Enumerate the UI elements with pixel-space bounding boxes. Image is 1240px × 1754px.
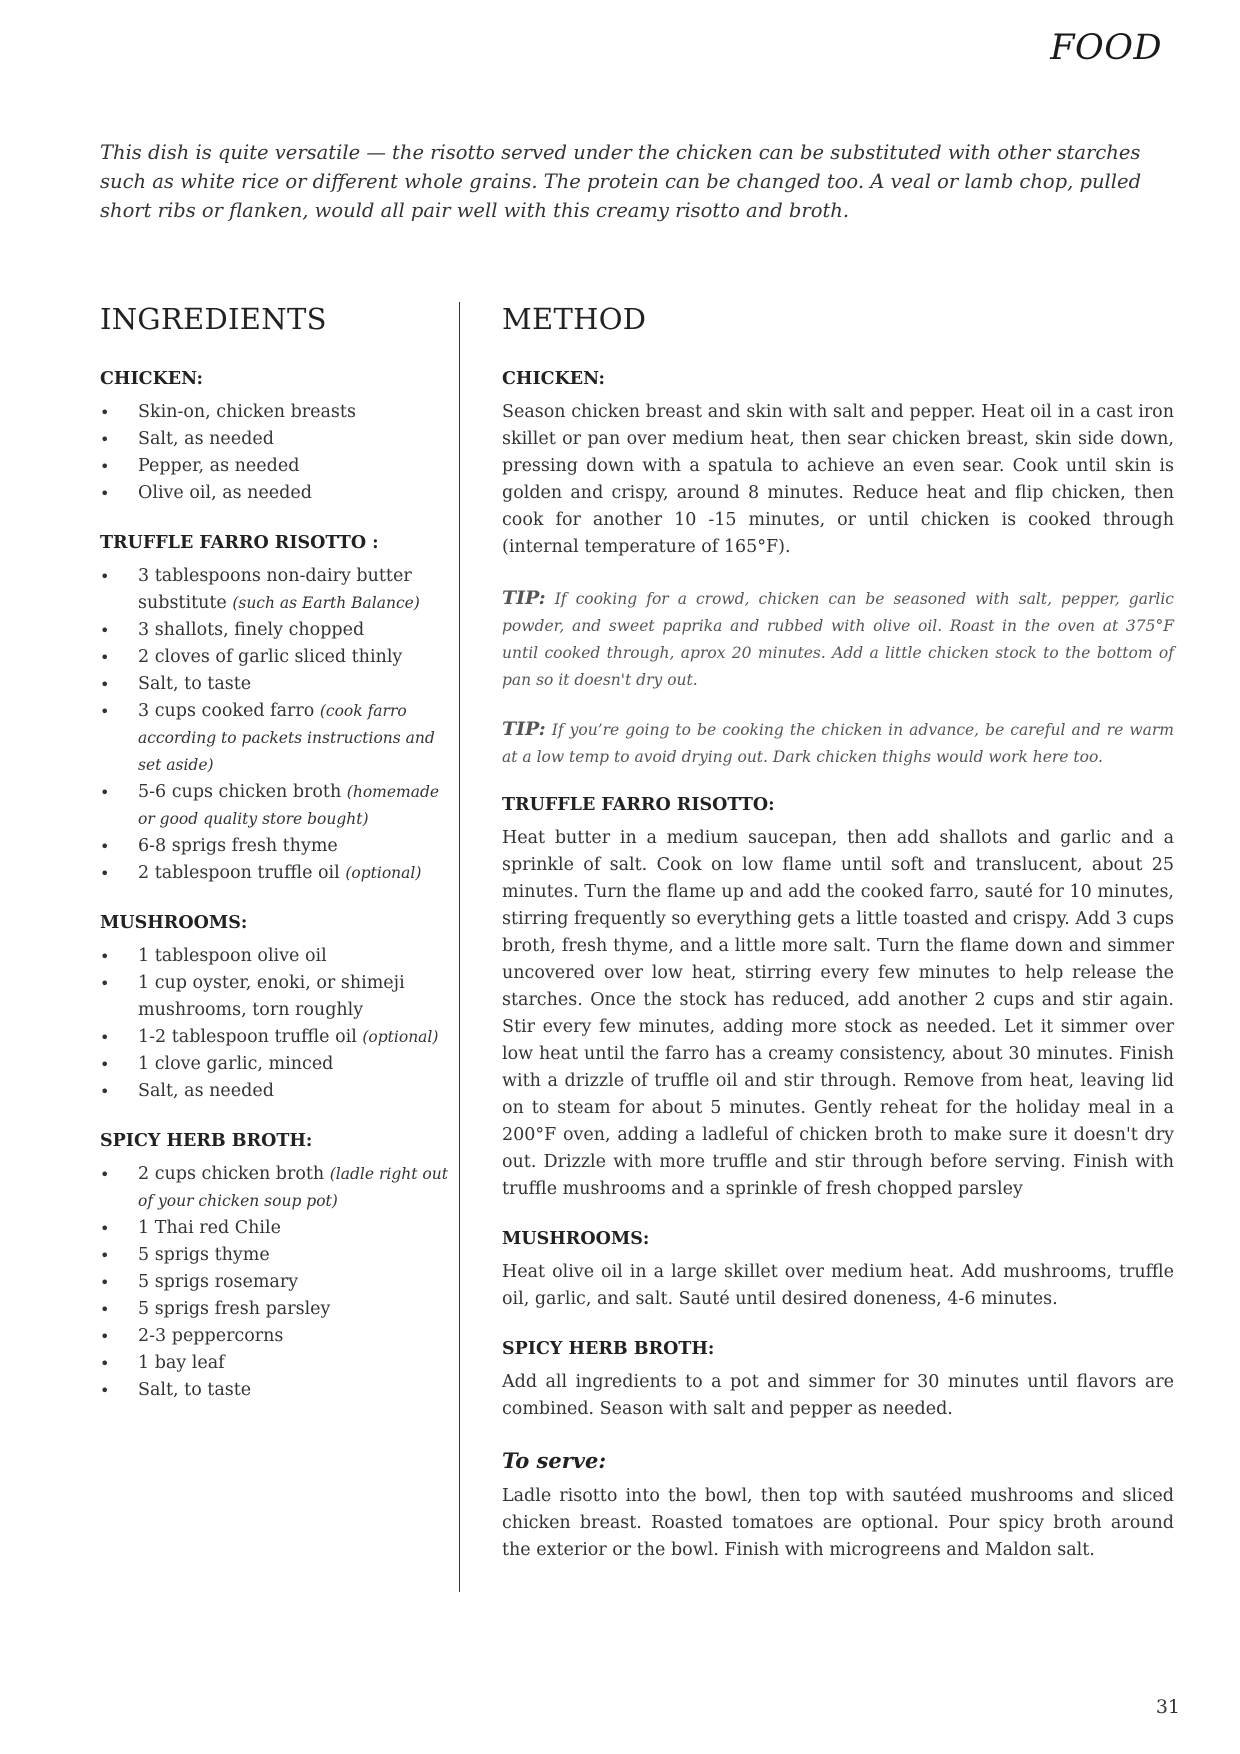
ingredient-text: 3 tablespoons non-dairy butter substitute xyxy=(138,566,412,613)
tip-note xyxy=(502,716,1174,771)
ingredients-chicken-heading: CHICKEN: xyxy=(100,369,203,389)
ingredients-risotto-heading: TRUFFLE FARRO RISOTTO : xyxy=(100,533,379,553)
ingredient-text: Salt, to taste xyxy=(138,1380,252,1400)
method-risotto-text: Heat butter in a medium saucepan, then add shallots and garlic and a sprinkle of salt. Cook on low flame until soft and translucent, about 25 minutes. Turn the flame up and add the cooked farro, sauté for 10 minutes, stirring frequently so everything gets a little toasted and crispy. Add 3 cups broth, fresh thyme, and a little more salt. Turn the flame down and simmer uncovered over low heat, stirring every few minutes to help release the starches. Once the stock has reduced, add another 2 cups and stir again. Stir every few minutes, adding more stock as needed. Let it simmer over low heat until the farro has a creamy consistency, about 30 minutes. Finish with a drizzle of truffle oil and stir through. Remove from heat, leaving lid on to steam for about 5 minutes. Gently reheat for the holiday meal in a 200°F oven, adding a ladleful of chicken broth to make sure it doesn't dry out. Drizzle with more truffle and stir through before serving. Finish with truffle mushrooms and a sprinkle of fresh chopped parsley xyxy=(502,828,1174,1199)
ingredient-note: (cook farro according to packets instructions and set aside) xyxy=(138,702,435,774)
ingredient-item xyxy=(100,1350,450,1377)
ingredient-item xyxy=(100,1377,450,1404)
ingredient-text: 2 cloves of garlic sliced thinly xyxy=(138,647,403,667)
ingredient-item xyxy=(100,480,450,507)
ingredient-note: (homemade or good quality store bought) xyxy=(138,783,440,828)
ingredient-text: 2-3 peppercorns xyxy=(138,1326,284,1346)
ingredient-text: 2 tablespoon truffle oil xyxy=(138,863,346,883)
ingredients-risotto-list xyxy=(100,563,450,887)
ingredient-note: (optional) xyxy=(362,1028,439,1046)
method-chicken-heading: CHICKEN: xyxy=(502,369,605,389)
ingredients-mushrooms-list xyxy=(100,943,450,1105)
ingredient-note: (optional) xyxy=(345,864,422,882)
tip-label: TIP: xyxy=(502,587,546,609)
ingredients-chicken-list xyxy=(100,399,450,507)
serve-heading: To serve: xyxy=(502,1448,607,1473)
intro-paragraph: This dish is quite versatile — the risotto served under the chicken can be substituted with other starches such as white rice or different whole grains. The protein can be changed too. A veal or lamb chop, pulled short ribs or flanken, would all pair well with this creamy risotto and broth. xyxy=(100,141,1142,222)
ingredient-text: 3 cups cooked farro xyxy=(138,701,320,721)
ingredients-mushrooms-heading: MUSHROOMS: xyxy=(100,913,248,933)
ingredient-item xyxy=(100,426,450,453)
method-broth-heading: SPICY HERB BROTH: xyxy=(502,1339,715,1359)
ingredients-title: INGREDIENTS xyxy=(100,302,327,336)
tip-label: TIP: xyxy=(502,718,546,740)
ingredient-text: 1 clove garlic, minced xyxy=(138,1054,334,1074)
ingredient-item xyxy=(100,1024,450,1051)
ingredient-item xyxy=(100,1161,450,1215)
ingredient-text: 2 cups chicken broth xyxy=(138,1164,330,1184)
ingredient-text: 1 tablespoon olive oil xyxy=(138,946,327,966)
ingredient-text: 1 bay leaf xyxy=(138,1353,225,1373)
ingredients-column xyxy=(100,295,450,1428)
ingredient-item xyxy=(100,1215,450,1242)
section-title: FOOD xyxy=(1050,28,1162,68)
ingredient-item xyxy=(100,453,450,480)
ingredients-broth-heading: SPICY HERB BROTH: xyxy=(100,1131,313,1151)
ingredient-item xyxy=(100,617,450,644)
method-column xyxy=(502,295,1174,1588)
ingredient-item xyxy=(100,1296,450,1323)
ingredient-text: 1 cup oyster, enoki, or shimeji mushrooms, torn roughly xyxy=(138,973,405,1020)
ingredient-text: Salt, as needed xyxy=(138,1081,274,1101)
ingredient-text: 6-8 sprigs fresh thyme xyxy=(138,836,338,856)
ingredient-item xyxy=(100,1269,450,1296)
ingredient-item xyxy=(100,563,450,617)
ingredient-text: Pepper, as needed xyxy=(138,456,300,476)
method-risotto-heading: TRUFFLE FARRO RISOTTO: xyxy=(502,795,775,815)
method-mushrooms-heading: MUSHROOMS: xyxy=(502,1229,650,1249)
ingredient-item xyxy=(100,970,450,1024)
ingredient-note: (ladle right out of your chicken soup pot) xyxy=(138,1165,448,1210)
page-number: 31 xyxy=(1155,1696,1180,1718)
ingredient-text: Salt, to taste xyxy=(138,674,252,694)
ingredient-item xyxy=(100,943,450,970)
tip-text: If you’re going to be cooking the chicken in advance, be careful and re warm at a low temp to avoid drying out. Dark chicken thighs would work here too. xyxy=(502,721,1174,766)
ingredient-text: Skin-on, chicken breasts xyxy=(138,402,356,422)
method-title: METHOD xyxy=(502,302,647,336)
ingredient-text: 5 sprigs thyme xyxy=(138,1245,270,1265)
ingredient-note: (such as Earth Balance) xyxy=(232,594,420,612)
ingredient-item xyxy=(100,860,450,887)
ingredient-item xyxy=(100,399,450,426)
ingredient-item xyxy=(100,698,450,779)
ingredient-item xyxy=(100,644,450,671)
ingredient-item xyxy=(100,1078,450,1105)
ingredient-text: 5-6 cups chicken broth xyxy=(138,782,347,802)
ingredient-text: Olive oil, as needed xyxy=(138,483,312,503)
ingredients-broth-list xyxy=(100,1161,450,1404)
ingredient-item xyxy=(100,1051,450,1078)
method-mushrooms-text: Heat olive oil in a large skillet over medium heat. Add mushrooms, truffle oil, garlic, and salt. Sauté until desired doneness, 4-6 minutes. xyxy=(502,1262,1174,1309)
ingredient-item xyxy=(100,1323,450,1350)
ingredient-text: 1-2 tablespoon truffle oil xyxy=(138,1027,363,1047)
column-divider xyxy=(459,302,460,1592)
ingredient-item xyxy=(100,779,450,833)
tip-text: If cooking for a crowd, chicken can be seasoned with salt, pepper, garlic powder, and sweet paprika and rubbed with olive oil. Roast in the oven at 375°F until cooked through, aprox 20 minutes. Add a little chicken stock to the bottom of pan so it doesn't dry out. xyxy=(502,590,1174,689)
ingredient-text: Salt, as needed xyxy=(138,429,274,449)
tip-note xyxy=(502,585,1174,694)
method-chicken-text: Season chicken breast and skin with salt and pepper. Heat oil in a cast iron skillet or pan over medium heat, then sear chicken breast, skin side down, pressing down with a spatula to achieve an even sear. Cook until skin is golden and crispy, around 8 minutes. Reduce heat and flip chicken, then cook for another 10 -15 minutes, or until chicken is cooked through (internal temperature of 165°F). xyxy=(502,402,1174,557)
ingredient-text: 5 sprigs fresh parsley xyxy=(138,1299,331,1319)
ingredient-text: 5 sprigs rosemary xyxy=(138,1272,299,1292)
method-broth-text: Add all ingredients to a pot and simmer for 30 minutes until flavors are combined. Season with salt and pepper as needed. xyxy=(502,1372,1174,1419)
ingredient-text: 1 Thai red Chile xyxy=(138,1218,281,1238)
ingredient-text: 3 shallots, finely chopped xyxy=(138,620,365,640)
ingredient-item xyxy=(100,1242,450,1269)
ingredient-item xyxy=(100,833,450,860)
ingredient-item xyxy=(100,671,450,698)
serve-text: Ladle risotto into the bowl, then top with sautéed mushrooms and sliced chicken breast. Roasted tomatoes are optional. Pour spicy broth around the exterior or the bowl. Finish with microgreens and Maldon salt. xyxy=(502,1486,1174,1560)
